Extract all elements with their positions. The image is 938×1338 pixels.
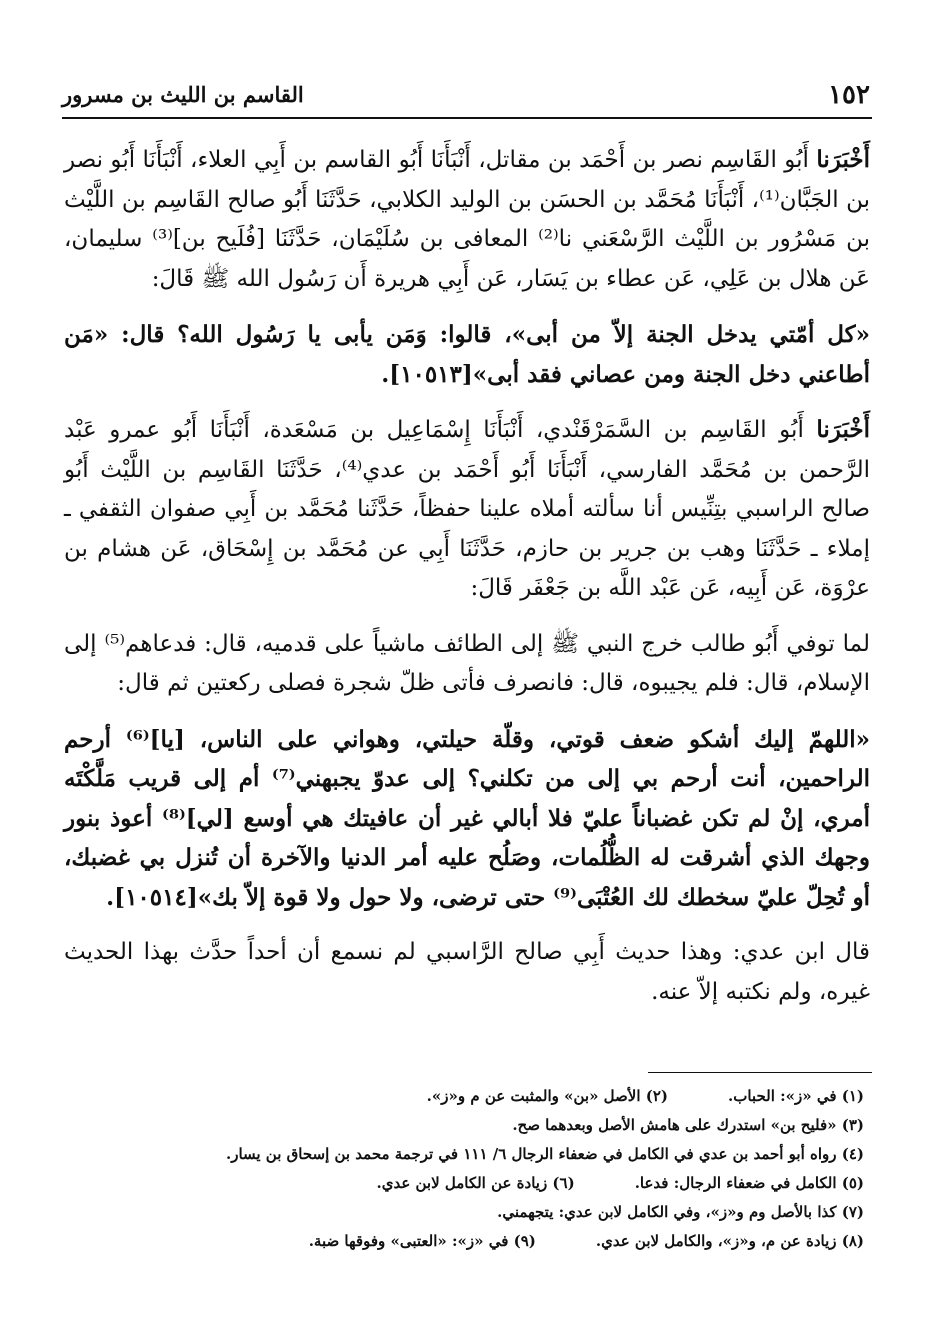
paragraph-text: «اللهمّ إليك أشكو ضعف قوتي، وقلّة حيلتي، وهواني على الناس، [يا]⁽⁶⁾ أرحم الراحمين، أنت أرحم بي إلى من تكلني؟ إلى عدوّ يجبهني⁽⁷⁾ أم إلى قريب مَلَّكْتَه أمري، إنْ لم تكن غضباناً عليّ فلا أبالي غير أن عافيتك هي أوسع [لي]⁽⁸⁾ أعوذ بنور وجهك الذي أشرقت له الظُّلُمات، وصَلُح عليه أمر الدنيا والآخرة أن تُنزل بي غضبك، أو تُحِلّ عليّ سخطك لك العُتْبَى⁽⁹⁾ حتى ترضى، ولا حول ولا قوة إلاّ بك»[١٠٥١٤].: [64, 725, 870, 911]
footnote-row: [150, 1140, 864, 1169]
footnote-row: [150, 1169, 864, 1198]
paragraph-6: [64, 933, 870, 1012]
footnote-row: [150, 1198, 864, 1227]
footnote-row: [150, 1111, 864, 1140]
footnote: (٧) كذا بالأصل وم و«ز»، وفي الكامل لابن عدي: يتجهمني.: [497, 1203, 864, 1221]
footnote: (٥) الكامل في ضعفاء الرجال: فدعا.: [634, 1174, 864, 1192]
main-text: [64, 140, 870, 1028]
footnote: (٨) زيادة عن م، و«ز»، والكامل لابن عدي.: [595, 1232, 864, 1250]
paragraph-lead: أَخْبَرَنا: [816, 416, 870, 443]
footnotes: [150, 1082, 864, 1256]
footnote: (٣) «فليح بن» استدرك على هامش الأصل وبعدهما صح.: [512, 1116, 864, 1134]
page-header: [62, 74, 872, 120]
footnote-rule: [648, 1072, 872, 1073]
paragraph-text: أَبُو القَاسِم نصر بن أَحْمَد بن مقاتل، أَنْبَأَنَا أَبُو القاسم بن أَبِي العلاء، أَنْبَأَنَا أَبُو نصر بن الجَبَّان⁽¹⁾، أَنْبَأَنَا مُحَمَّد بن الحسَن بن الوليد الكلابي، حَدَّثَنَا أَبُو صالح القَاسِم بن اللَّيْث بن مَسْرُور بن اللَّيْث الرَّسْعَني نا⁽²⁾ المعافى بن سُلَيْمَان، حَدَّثَنَا [فُلَيح بن]⁽³⁾ سليمان، عَن هلال بن عَلِي، عَن عطاء بن يَسَار، عَن أَبِي هريرة أَن رَسُول الله ﷺ قَالَ:: [64, 147, 871, 292]
footnote: (٩) في «ز»: «العتبى» وفوقها ضبة.: [308, 1232, 536, 1250]
paragraph-text: لما توفي أَبُو طالب خرج النبي ﷺ إلى الطائف ماشياً على قدميه، قال: فدعاهم⁽⁵⁾ إلى الإسلام، قال: فلم يجيبوه، قال: فانصرف فأتى ظلّ شجرة فصلى ركعتين ثم قال:: [64, 630, 870, 696]
page-number: ١٥٢: [828, 80, 870, 110]
paragraph-1: [64, 140, 870, 299]
footnote: (٤) رواه أبو أحمد بن عدي في الكامل في ضعفاء الرجال ٦/ ١١١ في ترجمة محمد بن إسحاق بن يسار.: [225, 1145, 864, 1163]
paragraph-lead: أَخْبَرَنا: [816, 146, 870, 173]
paragraph-text: أَبُو القَاسِم بن السَّمَرْقَنْدي، أَنْبَأَنَا إِسْمَاعِيل بن مَسْعَدة، أَنْبَأَنَا أَبُو عمرو عَبْد الرَّحمن بن مُحَمَّد الفارسي، أَنْبَأَنَا أَبُو أَحْمَد بن عدي⁽⁴⁾، حَدَّثَنَا القَاسِم بن اللَّيْث أَبُو صالح الراسبي بتِنِّيس أنا سألته أملاه علينا حفظاً، حَدَّثَنا مُحَمَّد بن أَبِي صفوان الثقفي ـ إملاء ـ حَدَّثَنَا وهب بن جرير بن حازم، حَدَّثَنَا أَبِي عن مُحَمَّد بن إِسْحَاق، عَن هشام بن عرْوَة، عَن أَبِيه، عَن عَبْد اللَّه بن جَعْفَر قَالَ:: [64, 417, 870, 601]
footnote: (١) في «ز»: الحباب.: [728, 1087, 864, 1105]
paragraph-3: [64, 410, 870, 609]
paragraph-2: [64, 315, 870, 394]
footnote: (٢) الأصل «بن» والمثبت عن م و«ز».: [426, 1087, 668, 1105]
footnote-row: [150, 1227, 864, 1256]
paragraph-5: [64, 720, 870, 918]
paragraph-4: [64, 625, 870, 704]
paragraph-text: قال ابن عدي: وهذا حديث أَبِي صالح الرَّاسبي لم نسمع أن أحداً حدَّث بهذا الحديث غيره، ولم نكتبه إلاّ عنه.: [64, 939, 870, 1005]
footnote-row: [150, 1082, 864, 1111]
footnote: (٦) زيادة عن الكامل لابن عدي.: [376, 1174, 575, 1192]
paragraph-text: «كل أمّتي يدخل الجنة إلاّ من أبى»، قالوا: وَمَن يأبى يا رَسُول الله؟ قال: «مَن أطاعني دخل الجنة ومن عصاني فقد أبى»[١٠٥١٣].: [64, 321, 870, 388]
header-rule: [62, 117, 872, 119]
running-title: القاسم بن الليث بن مسرور: [62, 82, 304, 107]
